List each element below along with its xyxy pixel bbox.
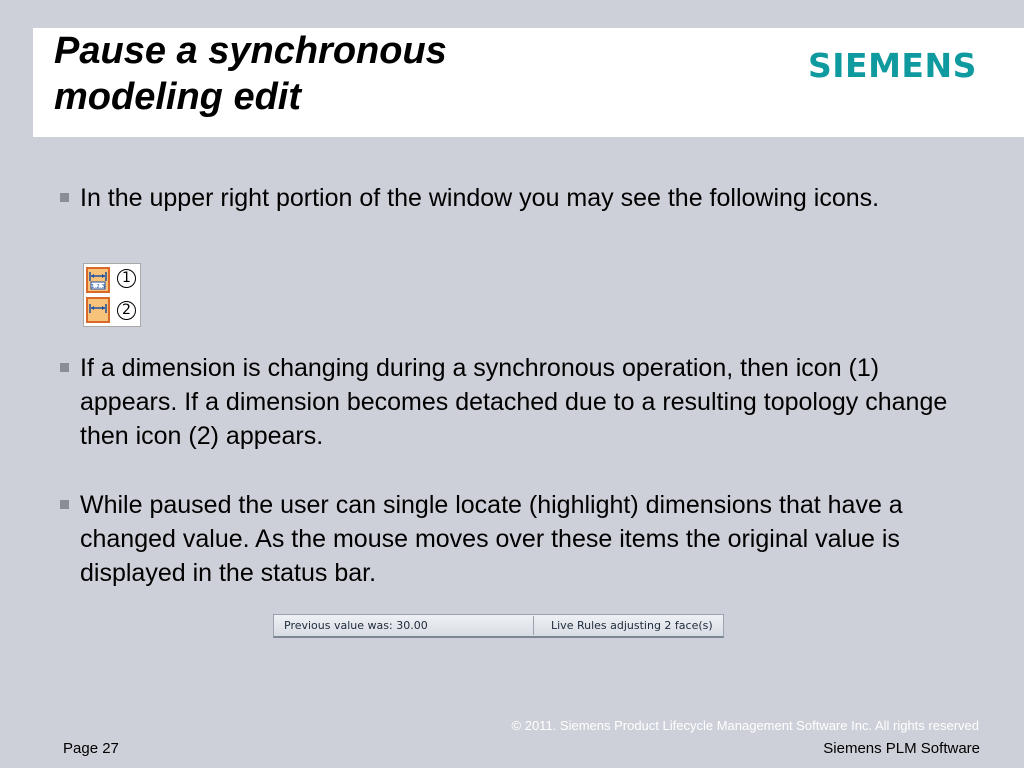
callout-number-2: 2 [117,301,136,320]
company-name: Siemens PLM Software [823,740,980,757]
status-divider [533,616,534,635]
bullet-text: If a dimension is changing during a synchronous operation, then icon (1) appears. If a dimension becomes detached due to a resulting topology change then icon (2) appears. [80,354,948,450]
icon-panel [83,263,141,327]
bullet-text: In the upper right portion of the window you may see the following icons. [80,184,880,212]
callout-number-1: 1 [117,269,136,288]
bullet-marker-icon [60,193,69,202]
bullet-marker-icon [60,500,69,509]
bullet-item [60,488,960,590]
dimension-changing-icon [86,267,110,293]
status-bar [273,614,724,638]
svg-text:1.2.3: 1.2.3 [91,284,105,290]
bullet-item [60,181,960,215]
page-number: Page 27 [63,740,119,757]
status-live-rules: Live Rules adjusting 2 face(s) [551,619,713,632]
bullet-text: While paused the user can single locate (highlight) dimensions that have a changed value. As the mouse moves over these items the original value is displayed in the status bar. [80,491,903,587]
siemens-logo: SIEMENS [808,46,977,85]
status-previous-value: Previous value was: 30.00 [284,619,428,632]
slide-title-line-2: modeling edit [54,76,301,118]
copyright-notice: © 2011. Siemens Product Lifecycle Management Software Inc. All rights reserved [511,718,979,733]
dimension-detached-icon [86,297,110,323]
slide-title-line-1: Pause a synchronous [54,30,447,72]
bullet-item [60,351,960,453]
bullet-marker-icon [60,363,69,372]
slide-title [54,28,447,120]
